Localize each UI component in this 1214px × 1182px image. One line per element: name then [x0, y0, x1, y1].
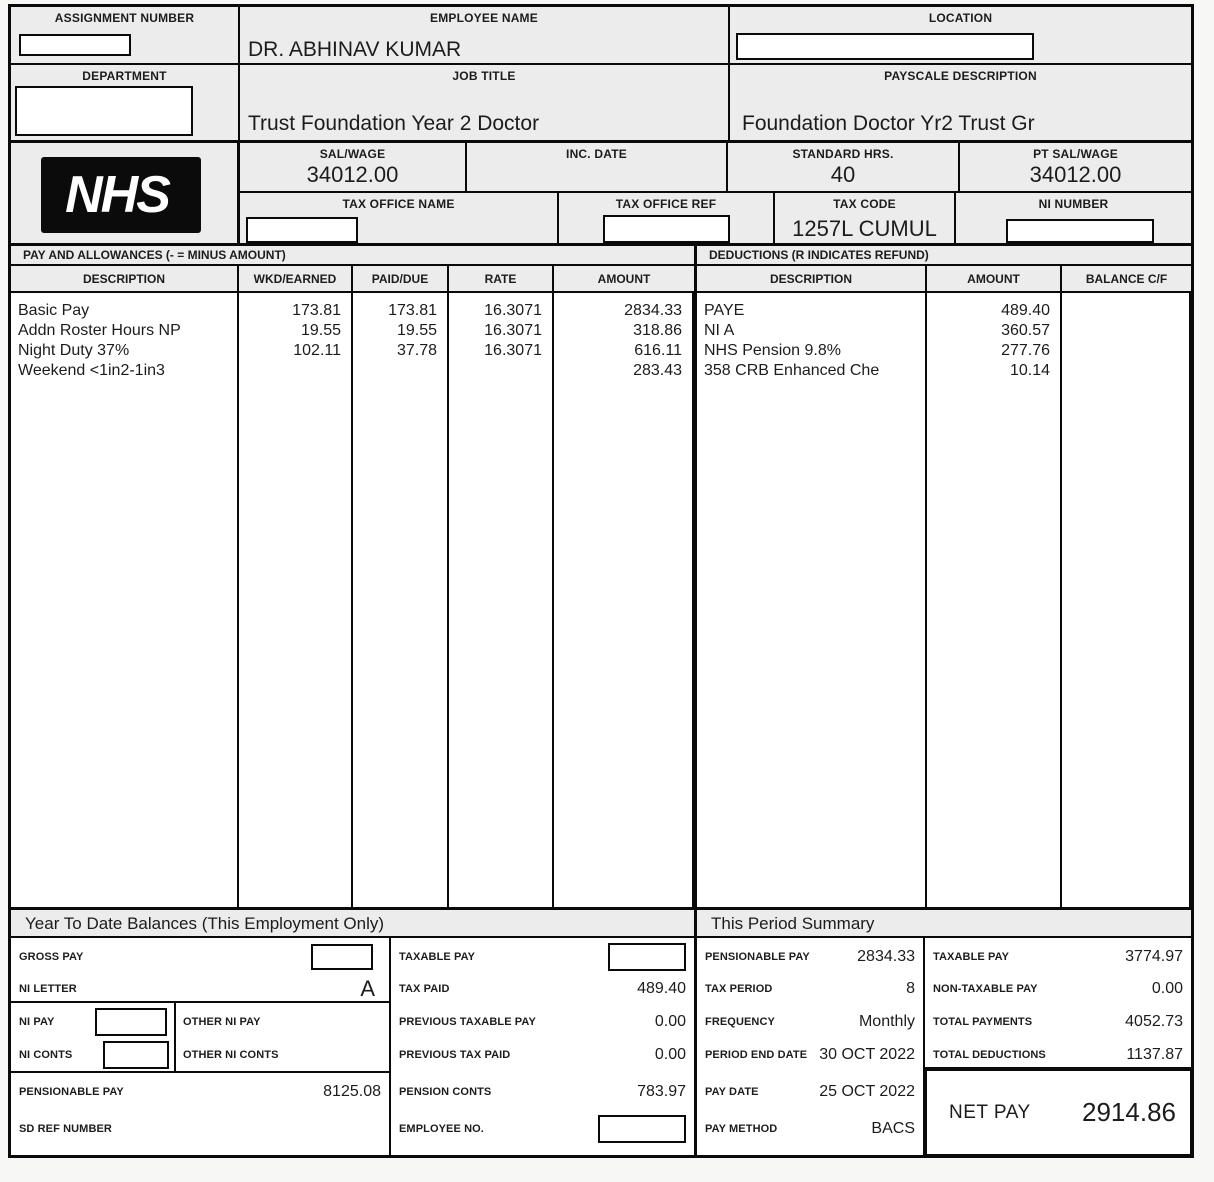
- ded-row-desc: PAYE: [704, 302, 745, 319]
- pay-row-rate: [449, 361, 542, 381]
- period-pensionable-pay-value: 2834.33: [857, 948, 915, 965]
- period-taxable-pay-row: [925, 944, 1191, 970]
- pay-method-row: [697, 1116, 923, 1142]
- ytd-content: [11, 938, 694, 1155]
- sal-wage-label: SAL/WAGE: [319, 147, 386, 161]
- period-taxable-pay-label: TAXABLE PAY: [933, 951, 1010, 963]
- info-grid: [240, 143, 1191, 243]
- pay-table-headers: [11, 266, 694, 293]
- frequency-label: FREQUENCY: [705, 1016, 775, 1028]
- previous-taxable-pay-label: PREVIOUS TAXABLE PAY: [399, 1016, 536, 1028]
- pay-col-amount: [554, 293, 694, 907]
- period-end-date-value: 30 OCT 2022: [819, 1046, 915, 1063]
- pay-col-description: [11, 293, 239, 907]
- job-title-label: JOB TITLE: [452, 69, 516, 83]
- inc-date-cell: [467, 143, 728, 191]
- location-label: LOCATION: [928, 11, 993, 25]
- ytd-taxable-pay-box: [608, 943, 686, 971]
- ytd-left-column: [11, 938, 391, 1155]
- period-left-column: [697, 938, 925, 1155]
- deductions-table: [697, 246, 1191, 907]
- pay-row-wkd: [239, 361, 341, 381]
- ni-conts-row: [11, 1042, 389, 1068]
- employee-no-box: [598, 1115, 686, 1143]
- header-row-1: [11, 7, 1191, 65]
- pay-row-desc: Night Duty 37%: [18, 342, 130, 359]
- tax-paid-label: TAX PAID: [399, 983, 450, 995]
- period-summary-content: [697, 938, 1191, 1155]
- ytd-taxable-pay-row: [391, 944, 694, 970]
- tax-office-name-cell: [240, 193, 559, 243]
- deductions-headers: [697, 266, 1191, 293]
- col-header-wkd-earned: WKD/EARNED: [239, 266, 353, 291]
- frequency-row: [697, 1009, 923, 1035]
- non-taxable-pay-row: [925, 976, 1191, 1002]
- ni-letter-row: [11, 976, 389, 1002]
- tax-period-value: 8: [906, 980, 915, 997]
- assignment-number-label: ASSIGNMENT NUMBER: [54, 11, 195, 25]
- ytd-right-column: [391, 938, 694, 1155]
- total-payments-value: 4052.73: [1125, 1013, 1183, 1030]
- previous-tax-paid-value: 0.00: [654, 1046, 686, 1063]
- nhs-logo-cell: [11, 143, 240, 243]
- ytd-title: Year To Date Balances (This Employment Only): [11, 910, 694, 938]
- tax-office-name-label: TAX OFFICE NAME: [342, 197, 455, 211]
- net-pay-box: [923, 1067, 1194, 1158]
- pay-col-wkd-earned: [239, 293, 353, 907]
- assignment-number-cell: [11, 7, 240, 63]
- gross-pay-label: GROSS PAY: [19, 951, 84, 963]
- pay-row-amount: 616.11: [634, 342, 682, 359]
- period-summary-title: This Period Summary: [697, 910, 1191, 938]
- pay-row-rate: 16.3071: [484, 302, 542, 319]
- ytd-divider-2: [11, 1071, 389, 1073]
- ytd-pensionable-pay-row: [11, 1079, 389, 1105]
- pay-row-desc: Weekend <1in2-1in3: [18, 362, 165, 379]
- ded-row-amount: 360.57: [1001, 322, 1050, 339]
- standard-hrs-label: STANDARD HRS.: [792, 147, 894, 161]
- total-deductions-value: 1137.87: [1126, 1046, 1183, 1063]
- col-header-amount: AMOUNT: [597, 272, 651, 286]
- sal-wage-value: 34012.00: [306, 162, 399, 187]
- ded-row-balance: [1062, 361, 1179, 381]
- ded-row-desc: NHS Pension 9.8%: [704, 342, 841, 359]
- tax-paid-value: 489.40: [637, 980, 686, 997]
- inc-date-label: INC. DATE: [566, 147, 627, 161]
- employee-name-label: EMPLOYEE NAME: [430, 11, 538, 25]
- employee-name-cell: [240, 7, 730, 63]
- ded-row-amount: 10.14: [1009, 362, 1050, 379]
- sd-ref-label: SD REF NUMBER: [19, 1123, 112, 1135]
- pension-conts-label: PENSION CONTS: [399, 1086, 492, 1098]
- period-right-column: [925, 938, 1191, 1155]
- ded-col-amount: [927, 293, 1062, 907]
- location-cell: [730, 7, 1191, 63]
- total-payments-row: [925, 1009, 1191, 1035]
- pay-col-rate: [449, 293, 554, 907]
- bottom-band: [11, 910, 1191, 1155]
- period-end-date-label: PERIOD END DATE: [705, 1049, 808, 1061]
- tax-code-cell: [775, 193, 956, 243]
- ni-pay-label: NI PAY: [19, 1016, 55, 1028]
- assignment-number-box: [19, 34, 131, 56]
- net-pay-label: NET PAY: [949, 1101, 1031, 1123]
- department-box: [15, 86, 193, 136]
- ni-conts-box: [103, 1041, 169, 1069]
- total-deductions-row: [925, 1042, 1191, 1068]
- pay-date-value: 25 OCT 2022: [819, 1083, 915, 1100]
- ded-row-balance: [1062, 321, 1179, 341]
- payscale-cell: [730, 65, 1191, 140]
- job-title-cell: [240, 65, 730, 140]
- col-header-description: DESCRIPTION: [11, 266, 239, 291]
- ni-pay-row: [11, 1009, 389, 1035]
- tax-office-ref-box: [603, 215, 730, 243]
- frequency-value: Monthly: [858, 1013, 915, 1030]
- period-pensionable-pay-label: PENSIONABLE PAY: [705, 951, 810, 963]
- deductions-title: DEDUCTIONS (R INDICATES REFUND): [697, 246, 1191, 266]
- pay-row-wkd: 19.55: [300, 322, 341, 339]
- job-title-value: Trust Foundation Year 2 Doctor: [248, 112, 540, 135]
- ded-row-balance: [1062, 301, 1179, 321]
- pay-row-paid: 37.78: [396, 342, 437, 359]
- nhs-logo: NHS: [41, 157, 201, 233]
- tax-row: [240, 193, 1191, 243]
- tax-period-label: TAX PERIOD: [705, 983, 773, 995]
- tax-office-name-box: [246, 217, 358, 243]
- ded-row-desc: NI A: [704, 322, 735, 339]
- pt-sal-wage-value: 34012.00: [1029, 162, 1122, 187]
- ni-letter-value: A: [360, 976, 375, 1001]
- ni-number-cell: [956, 193, 1191, 243]
- payscale-value: Foundation Doctor Yr2 Trust Gr: [742, 112, 1035, 135]
- tax-office-ref-label: TAX OFFICE REF: [615, 197, 717, 211]
- ded-row-balance: [1062, 341, 1179, 361]
- pay-method-value: BACS: [871, 1120, 915, 1137]
- period-end-date-row: [697, 1042, 923, 1068]
- non-taxable-pay-value: 0.00: [1151, 980, 1183, 997]
- pension-conts-row: [391, 1079, 694, 1105]
- ytd-taxable-pay-label: TAXABLE PAY: [399, 951, 476, 963]
- pay-row-paid: [353, 361, 437, 381]
- tax-office-ref-cell: [559, 193, 775, 243]
- previous-taxable-pay-value: 0.00: [654, 1013, 686, 1030]
- tax-period-row: [697, 976, 923, 1002]
- ded-col-description: [697, 293, 927, 907]
- deductions-body: [697, 293, 1191, 907]
- ded-row-amount: 489.40: [1001, 302, 1050, 319]
- payscale-label: PAYSCALE DESCRIPTION: [884, 69, 1037, 83]
- sal-wage-cell: [240, 143, 467, 191]
- ni-pay-box: [95, 1008, 167, 1036]
- pay-row-amount: 283.43: [633, 362, 682, 379]
- pay-allowances-title: PAY AND ALLOWANCES (- = MINUS AMOUNT): [11, 246, 694, 266]
- location-box: [736, 33, 1034, 60]
- tax-paid-row: [391, 976, 694, 1002]
- employee-no-row: [391, 1116, 694, 1142]
- col-header-ded-amount: AMOUNT: [927, 266, 1062, 291]
- employee-name-value: DR. ABHINAV KUMAR: [248, 38, 462, 61]
- other-ni-conts-label: OTHER NI CONTS: [183, 1049, 279, 1061]
- pay-row-paid: 19.55: [396, 322, 437, 339]
- gross-pay-box: [311, 944, 373, 970]
- pay-row-paid: 173.81: [388, 302, 437, 319]
- period-pensionable-pay-row: [697, 944, 923, 970]
- ni-letter-label: NI LETTER: [19, 983, 77, 995]
- pt-sal-wage-label: PT SAL/WAGE: [1033, 147, 1118, 161]
- pt-sal-wage-cell: [960, 143, 1191, 191]
- standard-hrs-value: 40: [830, 162, 856, 187]
- pay-row-wkd: 102.11: [293, 342, 341, 359]
- tables-band: [11, 246, 1191, 910]
- header-row-2: [11, 65, 1191, 143]
- col-header-balance-cf: BALANCE C/F: [1085, 272, 1168, 286]
- ded-col-balance: [1062, 293, 1191, 907]
- total-payments-label: TOTAL PAYMENTS: [933, 1016, 1033, 1028]
- pay-date-label: PAY DATE: [705, 1086, 759, 1098]
- pay-row-wkd: 173.81: [292, 302, 341, 319]
- col-header-rate: RATE: [449, 266, 554, 291]
- employee-no-label: EMPLOYEE NO.: [399, 1123, 484, 1135]
- pension-conts-value: 783.97: [637, 1083, 686, 1100]
- tax-code-value: 1257L CUMUL: [792, 216, 937, 241]
- tax-code-label: TAX CODE: [833, 197, 896, 211]
- standard-hrs-cell: [728, 143, 960, 191]
- period-summary-section: [697, 910, 1191, 1155]
- pay-row-desc: Basic Pay: [18, 302, 90, 319]
- pay-row-rate: 16.3071: [484, 342, 542, 359]
- ni-number-label: NI NUMBER: [1038, 197, 1109, 211]
- gross-pay-row: [11, 944, 389, 970]
- pay-allowances-table: [11, 246, 697, 907]
- ded-row-amount: 277.76: [1001, 342, 1050, 359]
- pay-date-row: [697, 1079, 923, 1105]
- previous-taxable-pay-row: [391, 1009, 694, 1035]
- salary-row: [240, 143, 1191, 193]
- col-header-ded-description: DESCRIPTION: [697, 266, 927, 291]
- info-band: [11, 143, 1191, 246]
- pay-table-body: [11, 293, 694, 907]
- net-pay-value: 2914.86: [1082, 1097, 1176, 1127]
- previous-tax-paid-label: PREVIOUS TAX PAID: [399, 1049, 511, 1061]
- pay-row-amount: 318.86: [633, 322, 682, 339]
- payslip: [8, 4, 1194, 1158]
- other-ni-pay-label: OTHER NI PAY: [183, 1016, 261, 1028]
- pay-method-label: PAY METHOD: [705, 1123, 778, 1135]
- department-cell: [11, 65, 240, 140]
- ni-number-box: [1006, 219, 1154, 243]
- department-label: DEPARTMENT: [82, 69, 167, 83]
- pay-row-rate: 16.3071: [484, 322, 542, 339]
- ytd-pensionable-pay-value: 8125.08: [323, 1083, 381, 1100]
- pay-row-amount: 2834.33: [624, 302, 682, 319]
- ytd-section: [11, 910, 697, 1155]
- total-deductions-label: TOTAL DEDUCTIONS: [933, 1049, 1046, 1061]
- sd-ref-row: [11, 1116, 389, 1142]
- non-taxable-pay-label: NON-TAXABLE PAY: [933, 983, 1038, 995]
- pay-col-paid-due: [353, 293, 449, 907]
- ni-conts-label: NI CONTS: [19, 1049, 73, 1061]
- pay-row-desc: Addn Roster Hours NP: [18, 322, 181, 339]
- ded-row-desc: 358 CRB Enhanced Che: [704, 362, 880, 379]
- previous-tax-paid-row: [391, 1042, 694, 1068]
- period-taxable-pay-value: 3774.97: [1125, 948, 1183, 965]
- col-header-paid-due: PAID/DUE: [353, 266, 449, 291]
- ytd-pensionable-pay-label: PENSIONABLE PAY: [19, 1086, 124, 1098]
